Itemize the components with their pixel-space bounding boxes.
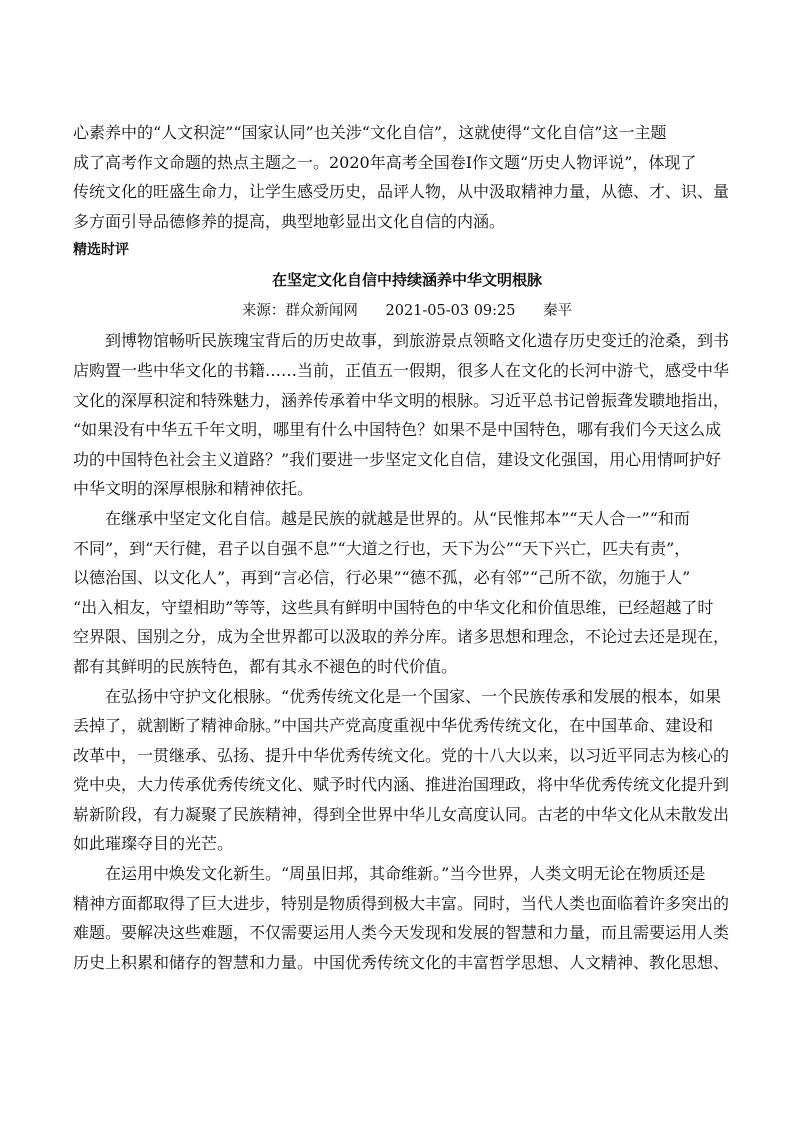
- intro-paragraph: [73, 118, 741, 236]
- text-line: 改革中，一贯继承、弘扬、提升中华优秀传统文化。党的十八大以来，以习近平同志为核心的: [73, 745, 730, 765]
- text-line: “出入相友，守望相助”等等，这些具有鲜明中国特色的中华文化和价值思维，已经超越了时: [73, 597, 714, 617]
- text-line: 在弘扬中守护文化根脉。“优秀传统文化是一个国家、一个民族传承和发展的根本，如果: [105, 686, 722, 706]
- text-line: 在继承中坚定文化自信。越是民族的就越是世界的。从“民惟邦本”“天人合一”“和而: [105, 508, 690, 528]
- text-line: “如果没有中华五千年文明，哪里有什么中国特色？如果不是中国特色，哪有我们今天这么成: [73, 420, 722, 440]
- text-line: 空界限、国别之分，成为全世界都可以汲取的养分库。诸多思想和理念，不论过去还是现在，: [73, 627, 730, 647]
- article-author: 秦平: [543, 303, 573, 320]
- text-line: 丢掉了，就割断了精神命脉。”中国共产党高度重视中华优秀传统文化，在中国革命、建设和: [73, 716, 714, 736]
- text-line: 文化的深厚积淀和特殊魅力，涵养传承着中华文明的根脉。习近平总书记曾振聋发聩地指出，: [73, 390, 730, 410]
- text-line: 多方面引导品德修养的提高，典型地彰显出文化自信的内涵。: [73, 211, 506, 231]
- text-line: 店购置一些中华文化的书籍……当前，正值五一假期，很多人在文化的长河中游弋，感受中华: [73, 360, 730, 380]
- article-paragraph-1: [73, 326, 741, 504]
- text-line: 难题。要解决这些难题，不仅需要运用人类今天发现和发展的智慧和力量，而且需要运用人类: [73, 923, 730, 943]
- section-label: 精选时评: [73, 242, 129, 259]
- text-line: 到博物馆畅听民族瑰宝背后的历史故事，到旅游景点领略文化遗存历史变迁的沧桑，到书: [105, 331, 730, 351]
- text-line: 历史上积累和储存的智慧和力量。中国优秀传统文化的丰富哲学思想、人文精神、教化思想、: [73, 952, 730, 972]
- text-line: 成了高考作文命题的热点主题之一。2020年高考全国卷Ⅰ作文题“历史人物评说”，体现了: [73, 152, 697, 172]
- text-line: 心素养中的“人文积淀”“国家认同”也关涉“文化自信”，这就使得“文化自信”这一主题: [73, 123, 667, 142]
- article-paragraph-4: [73, 859, 741, 977]
- article-meta: [73, 296, 741, 326]
- text-line: 精神方面都取得了巨大进步，特别是物质得到极大丰富。同时，当代人类也面临着许多突出的: [73, 893, 730, 913]
- text-line: 崭新阶段，有力凝聚了民族精神，得到全世界中华儿女高度认同。古老的中华文化从未散发出: [73, 804, 730, 824]
- article-title: 在坚定文化自信中持续涵养中华文明根脉: [271, 271, 542, 290]
- text-line: 中华文明的深厚根脉和精神依托。: [73, 479, 314, 499]
- article-source: 来源：群众新闻网: [241, 303, 358, 320]
- article-datetime: 2021-05-03 09:25: [385, 303, 516, 320]
- text-line: 党中央，大力传承优秀传统文化、赋予时代内涵、推进治国理政，将中华优秀传统文化提升到: [73, 775, 730, 795]
- document-page: [73, 118, 741, 977]
- text-line: 不同”，到“天行健，君子以自强不息”“大道之行也，天下为公”“天下兴亡，匹夫有责”，: [73, 538, 691, 558]
- text-line: 都有其鲜明的民族特色，都有其永不褪色的时代价值。: [73, 656, 458, 676]
- text-line: 以德治国、以文化人”，再到“言必信，行必果”“德不孤，必有邻”“己所不欲，勿施于人”: [73, 568, 691, 588]
- text-line: 如此璀璨夺目的光芒。: [73, 834, 234, 854]
- article-paragraph-3: [73, 682, 741, 860]
- text-line: 传统文化的旺盛生命力，让学生感受历史，品评人物，从中汲取精神力量，从德、才、识、量: [73, 182, 730, 202]
- article-paragraph-2: [73, 504, 741, 682]
- text-line: 在运用中焕发文化新生。“周虽旧邦，其命维新。”当今世界，人类文明无论在物质还是: [105, 864, 706, 884]
- text-line: 功的中国特色社会主义道路？”我们要进一步坚定文化自信，建设文化强国，用心用情呵护好: [73, 449, 722, 469]
